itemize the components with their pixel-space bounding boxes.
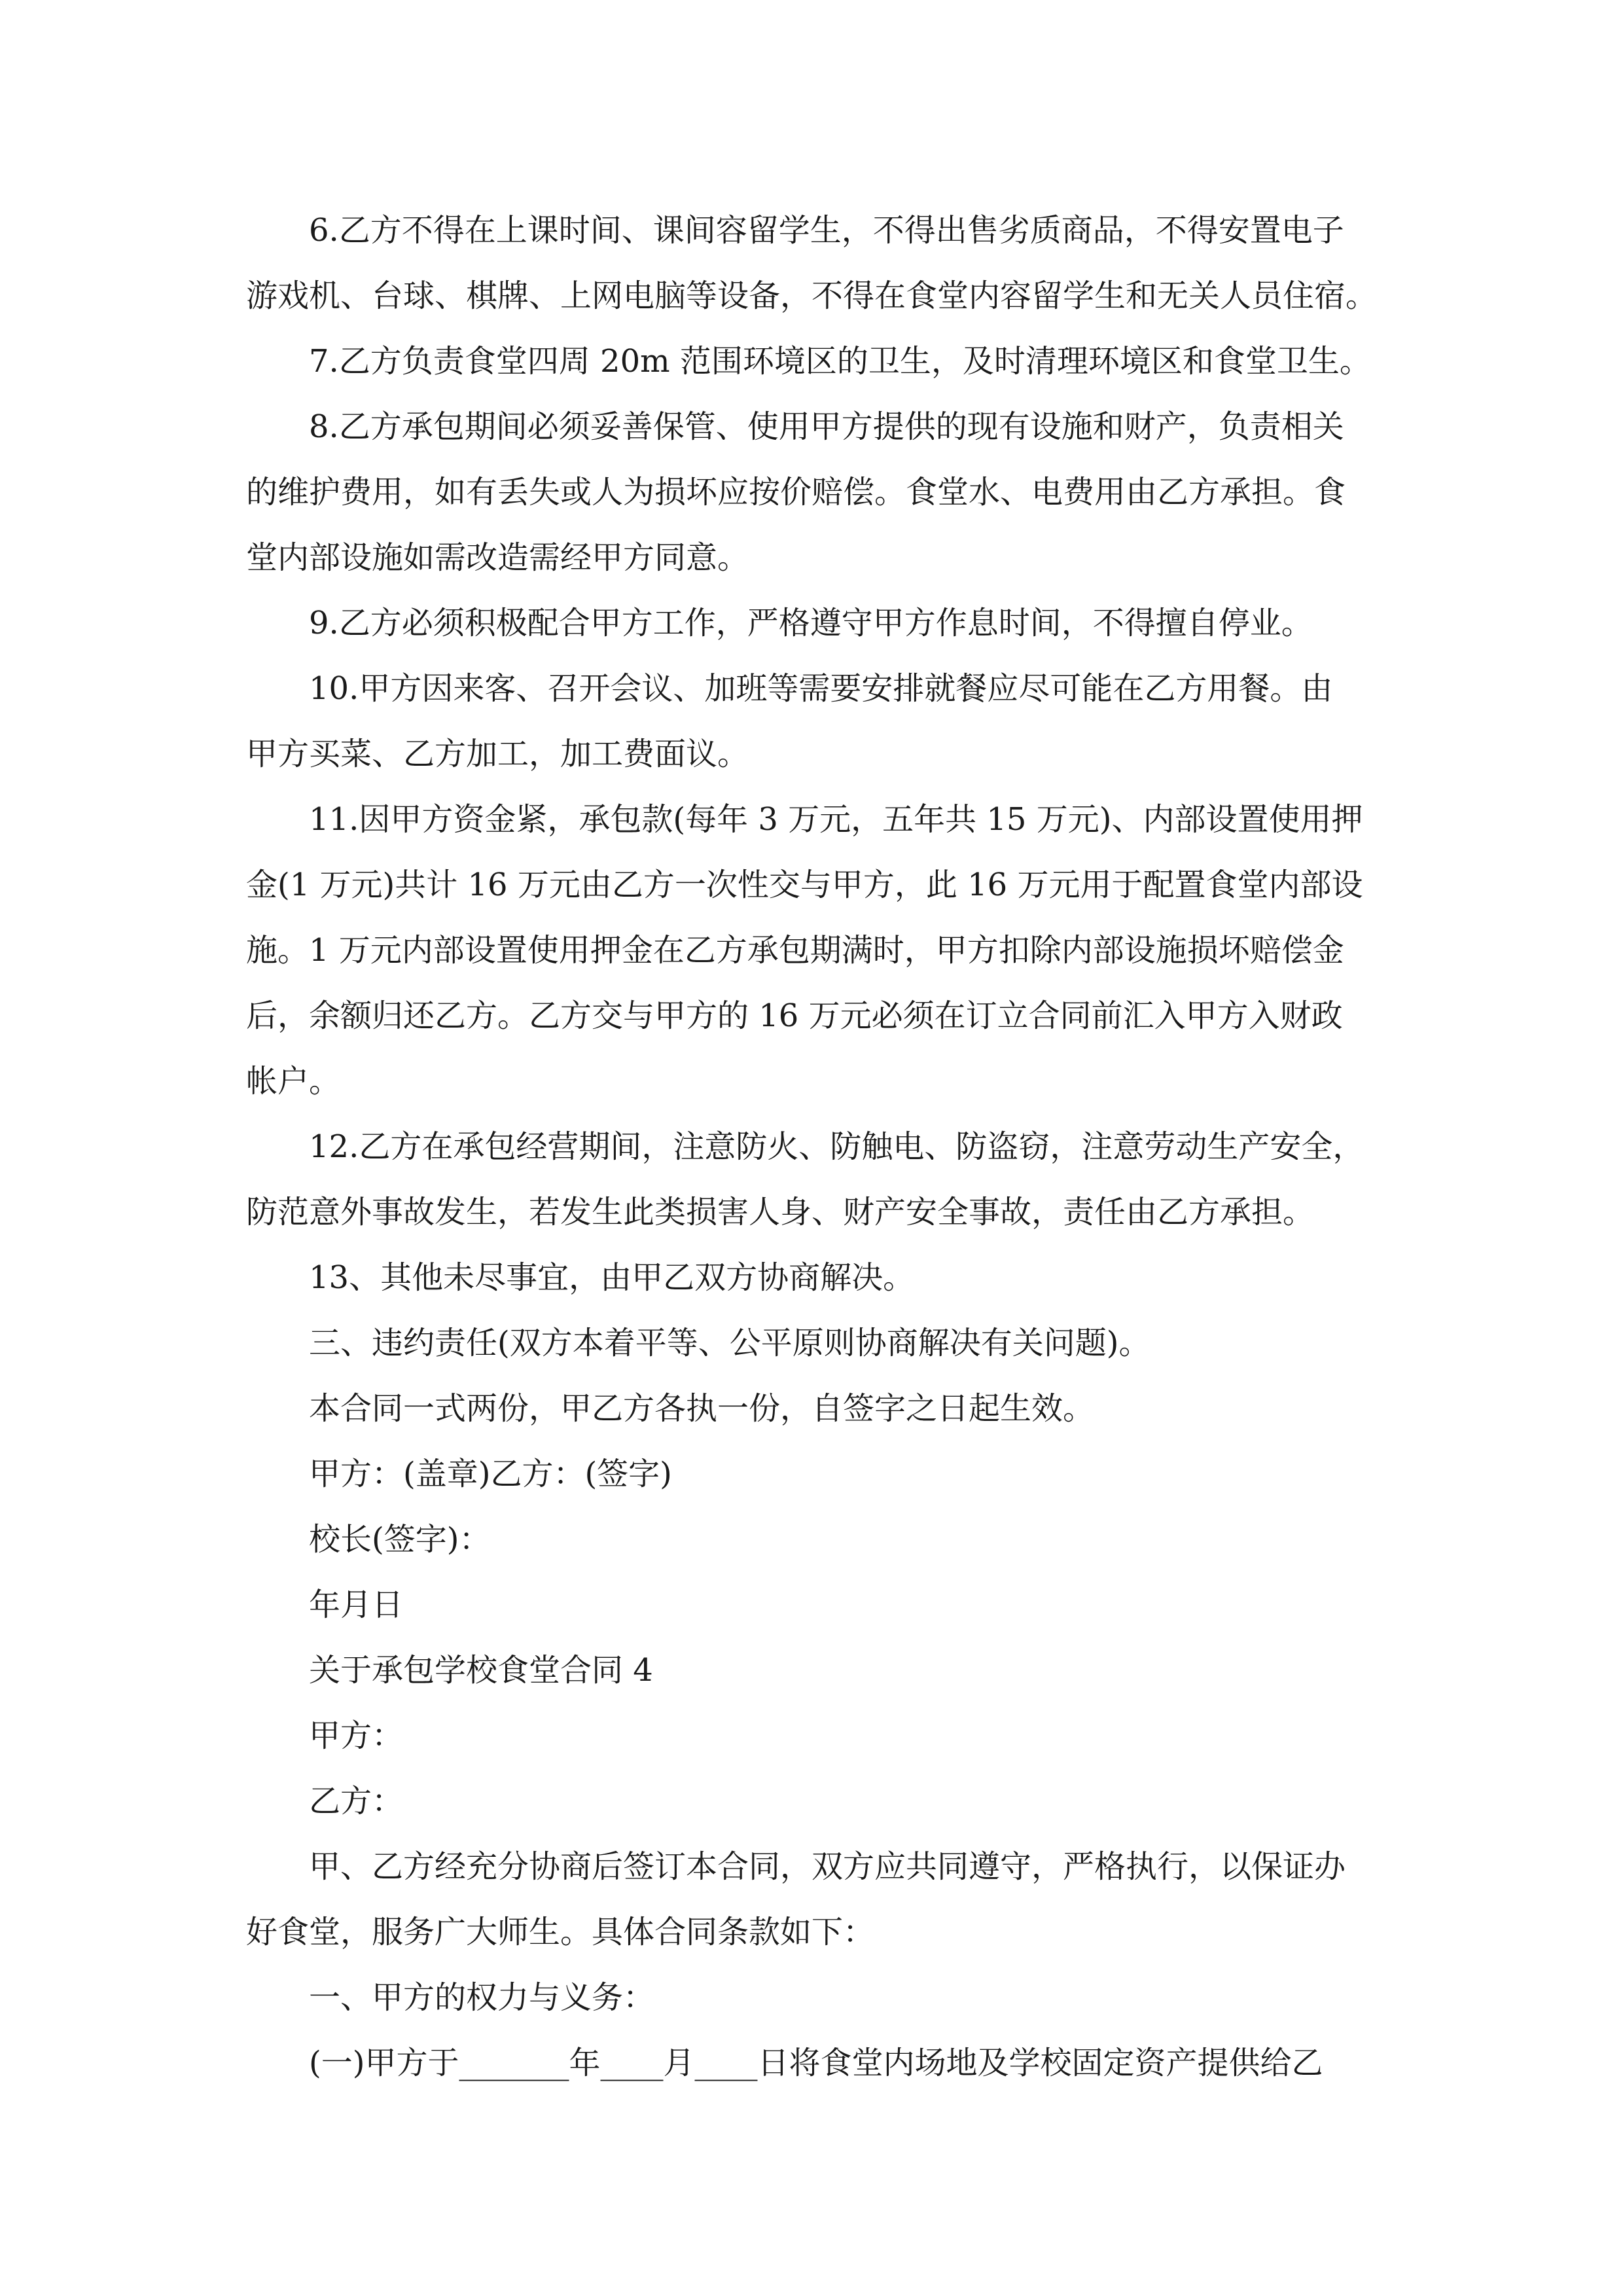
text-line: 7.乙方负责食堂四周 20m 范围环境区的卫生，及时清理环境区和食堂卫生。 (309, 343, 1371, 380)
paragraph (246, 1441, 1385, 1507)
text-line: 的维护费用，如有丢失或人为损坏应按价赔偿。食堂水、电费用由乙方承担。食 (246, 474, 1346, 511)
document-body (246, 198, 1385, 2096)
text-line: 关于承包学校食堂合同 4 (309, 1652, 653, 1689)
text-line: 13、其他未尽事宜，由甲乙双方协商解决。 (309, 1259, 915, 1296)
text-line: 11.因甲方资金紧，承包款(每年 3 万元，五年共 15 万元)、内部设置使用押 (309, 801, 1363, 838)
text-line: 12.乙方在承包经营期间，注意防火、防触电、防盗窃，注意劳动生产安全， (309, 1128, 1364, 1165)
paragraph (246, 1638, 1385, 1703)
text-line: 堂内部设施如需改造需经甲方同意。 (246, 539, 749, 576)
text-line: 一、甲方的权力与义务： (309, 1979, 655, 2016)
text-line: 三、违约责任(双方本着平等、公平原则协商解决有关问题)。 (309, 1325, 1150, 1361)
text-line: 后，余额归还乙方。乙方交与甲方的 16 万元必须在订立合同前汇入甲方入财政 (246, 997, 1343, 1034)
text-line: 金(1 万元)共计 16 万元由乙方一次性交与甲方，此 16 万元用于配置食堂内部设 (246, 867, 1363, 903)
paragraph (246, 590, 1385, 656)
text-line: 游戏机、台球、棋牌、上网电脑等设备，不得在食堂内容留学生和无关人员住宿。 (246, 278, 1378, 314)
text-line: 甲方：(盖章)乙方：(签字) (309, 1456, 672, 1492)
paragraph (246, 2030, 1385, 2096)
paragraph (246, 1768, 1385, 1834)
paragraph (246, 329, 1385, 394)
text-line: 8.乙方承包期间必须妥善保管、使用甲方提供的现有设施和财产，负责相关 (309, 408, 1344, 445)
paragraph (246, 1114, 1385, 1245)
paragraph (246, 787, 1385, 1114)
paragraph (246, 1703, 1385, 1768)
text-line: 本合同一式两份，甲乙方各执一份，自签字之日起生效。 (309, 1390, 1095, 1427)
text-line: (一)甲方于_______年____月____日将食堂内场地及学校固定资产提供给乙 (309, 2045, 1323, 2081)
text-line: 10.甲方因来客、召开会议、加班等需要安排就餐应尽可能在乙方用餐。由 (309, 670, 1333, 707)
paragraph (246, 394, 1385, 590)
paragraph (246, 1245, 1385, 1310)
paragraph (246, 1507, 1385, 1572)
text-line: 9.乙方必须积极配合甲方工作，严格遵守甲方作息时间，不得擅自停业。 (309, 605, 1313, 641)
paragraph (246, 656, 1385, 787)
paragraph (246, 1834, 1385, 1965)
text-line: 校长(签字)： (309, 1521, 491, 1558)
text-line: 年月日 (309, 1587, 404, 1623)
paragraph (246, 198, 1385, 329)
text-line: 6.乙方不得在上课时间、课间容留学生，不得出售劣质商品，不得安置电子 (309, 212, 1344, 249)
text-line: 帐户。 (246, 1063, 341, 1100)
text-line: 乙方： (309, 1783, 404, 1820)
paragraph (246, 1965, 1385, 2030)
text-line: 甲、乙方经充分协商后签订本合同，双方应共同遵守，严格执行，以保证办 (309, 1848, 1346, 1885)
text-line: 甲方买菜、乙方加工，加工费面议。 (246, 736, 749, 772)
text-line: 施。1 万元内部设置使用押金在乙方承包期满时，甲方扣除内部设施损坏赔偿金 (246, 932, 1344, 969)
text-line: 甲方： (309, 1717, 404, 1754)
paragraph (246, 1572, 1385, 1638)
paragraph (246, 1310, 1385, 1376)
text-line: 好食堂，服务广大师生。具体合同条款如下： (246, 1914, 875, 1950)
text-line: 防范意外事故发生，若发生此类损害人身、财产安全事故，责任由乙方承担。 (246, 1194, 1315, 1230)
paragraph (246, 1376, 1385, 1441)
